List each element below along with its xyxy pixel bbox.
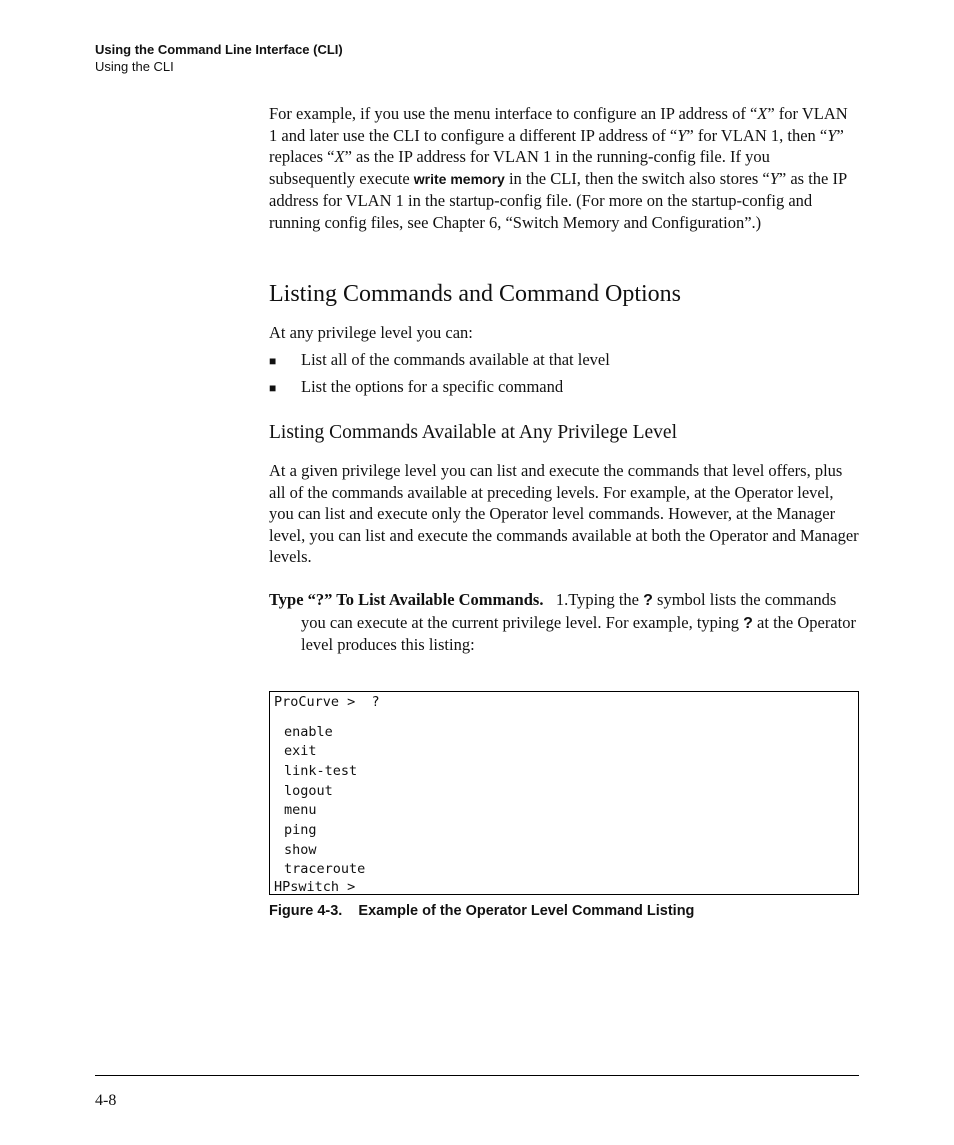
step-text: symbol lists the commands you can execute at the current privilege level. For example, typing — [301, 590, 837, 632]
intro-text: ” as the IP address for VLAN 1 in the running-config file. If you subsequently execute — [269, 147, 770, 188]
page-number: 4-8 — [95, 1092, 117, 1109]
cli-end-prompt: HPswitch > — [274, 878, 356, 895]
intro-paragraph — [269, 103, 859, 233]
figure-caption: Figure 4-3. Example of the Operator Level Command Listing — [269, 903, 695, 919]
cli-command: logout — [284, 782, 333, 799]
italic-y: Y — [827, 125, 837, 145]
intro-text: ” for VLAN 1, then “ — [686, 125, 828, 145]
cli-command: enable — [284, 723, 333, 740]
square-bullet-icon: ■ — [269, 381, 277, 395]
cli-command: show — [284, 841, 317, 858]
cli-command: exit — [284, 743, 317, 760]
running-header — [95, 41, 343, 75]
header-subtitle: Using the CLI — [95, 59, 174, 74]
subsection-paragraph: At a given privilege level you can list and execute the commands that level offers, plus all of the commands available at preceding levels. For example, at the Operator level, you can list and execute only the Operator level commands. However, at the Manager level, you can list and execute the commands available at both the Operator and Manager levels. — [269, 461, 859, 566]
cli-command: ping — [284, 822, 317, 839]
intro-text: For example, if you use the menu interface to configure an IP address of “ — [269, 104, 758, 123]
step-number: 1. — [555, 590, 569, 609]
bullet-text: List the options for a specific command — [301, 377, 564, 396]
intro-text: ” as the IP address for VLAN 1 in the startup-config file. (For more on the startup-config and running config files, see Chapter 6, “Switch Memory and Configuration”.) — [269, 168, 847, 232]
bullet-list — [269, 349, 859, 399]
section-lead: At any privilege level you can: — [269, 323, 473, 342]
header-title: Using the Command Line Interface (CLI) — [95, 42, 343, 57]
question-symbol: ? — [743, 614, 753, 632]
list-item — [269, 376, 859, 399]
cli-command: traceroute — [284, 860, 366, 877]
intro-text: in the CLI, then the switch also stores “ — [504, 168, 770, 188]
italic-y: Y — [677, 125, 687, 145]
square-bullet-icon: ■ — [269, 354, 277, 368]
step-heading: Type “?” To List Available Commands. — [269, 590, 544, 609]
cli-command: menu — [284, 802, 317, 819]
list-item — [269, 349, 859, 372]
intro-text: ” for VLAN 1 and later use the CLI to configure a different IP address of “ — [269, 104, 848, 145]
section-title: Listing Commands and Command Options — [269, 281, 681, 307]
intro-text: ” replaces “ — [269, 125, 844, 166]
step-text: at the Operator level produces this listing: — [301, 612, 856, 654]
subsection-title: Listing Commands Available at Any Privilege Level — [269, 422, 677, 443]
italic-x: X — [757, 104, 768, 123]
footer-rule — [95, 1075, 859, 1076]
italic-x: X — [334, 147, 345, 166]
bullet-text: List all of the commands available at that level — [301, 350, 610, 369]
step-text: Typing the — [568, 590, 644, 609]
italic-y: Y — [769, 168, 779, 188]
step-paragraph — [269, 589, 859, 656]
write-memory-command: write memory — [413, 170, 505, 187]
cli-prompt-line: ProCurve > ? — [274, 694, 380, 710]
cli-command: link-test — [284, 763, 358, 779]
question-symbol: ? — [643, 592, 653, 609]
cli-listing — [269, 691, 859, 895]
